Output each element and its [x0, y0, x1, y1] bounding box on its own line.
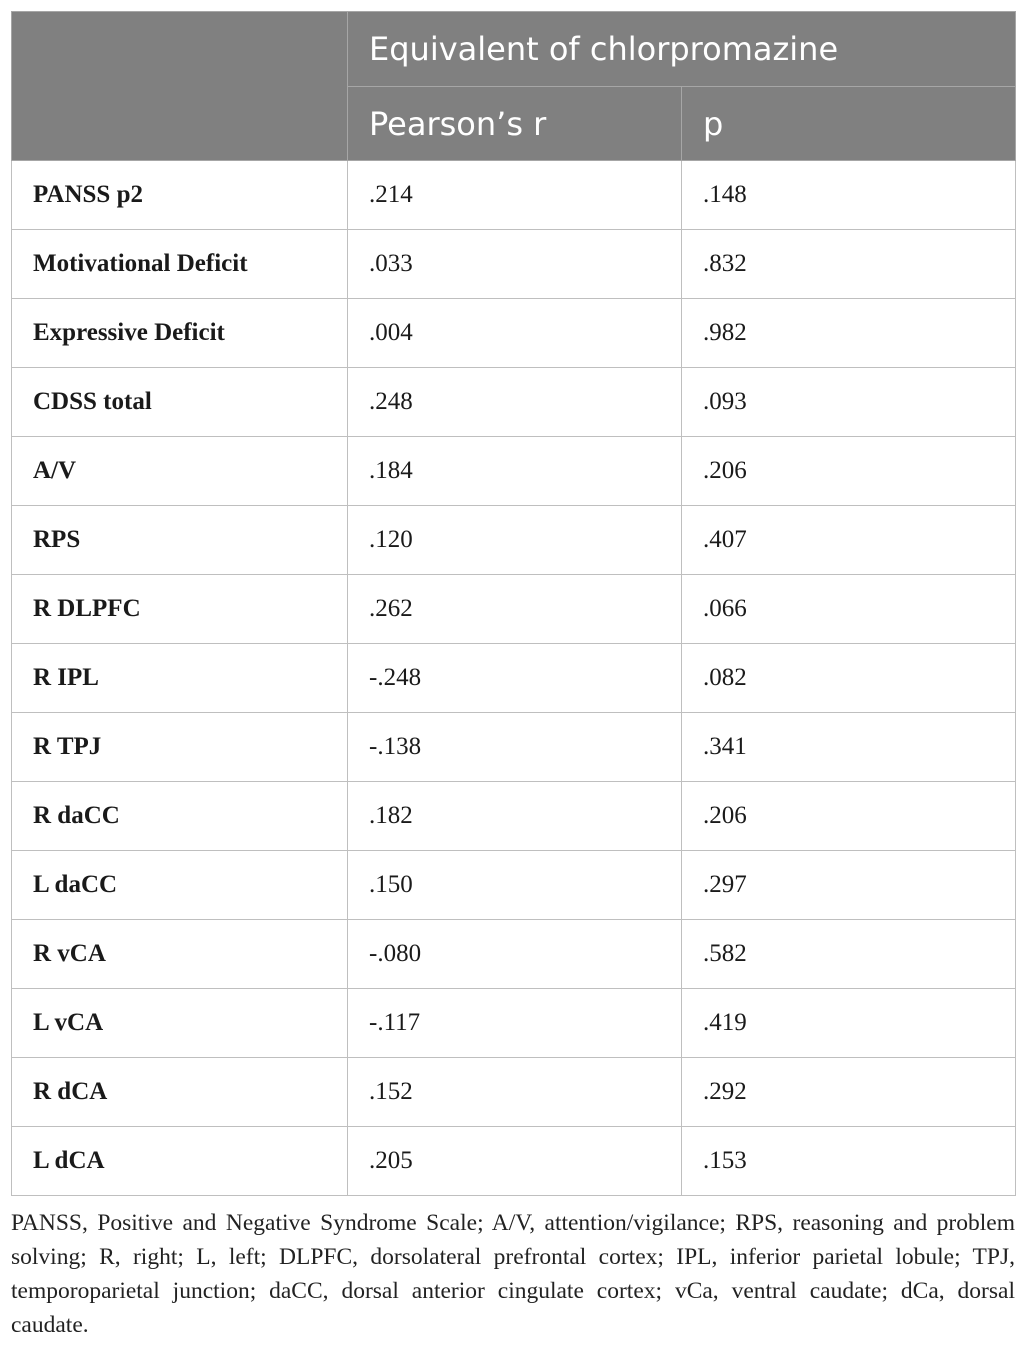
pearson-r-cell: .184	[348, 437, 682, 506]
row-label: Expressive Deficit	[12, 299, 348, 368]
table-row	[12, 506, 1016, 575]
pearson-r-cell: -.117	[348, 989, 682, 1058]
header-corner-cell	[12, 12, 348, 161]
header-row-group	[12, 12, 1016, 87]
p-value-cell: .297	[682, 851, 1016, 920]
p-value-cell: .082	[682, 644, 1016, 713]
table-header	[12, 12, 1016, 161]
table-row	[12, 1058, 1016, 1127]
pearson-r-cell: .214	[348, 161, 682, 230]
table-body	[12, 161, 1016, 1196]
pearson-r-cell: .004	[348, 299, 682, 368]
p-value-cell: .066	[682, 575, 1016, 644]
pearson-r-cell: -.248	[348, 644, 682, 713]
row-label: L daCC	[12, 851, 348, 920]
pearson-r-cell: .033	[348, 230, 682, 299]
row-label: R dCA	[12, 1058, 348, 1127]
row-label: A/V	[12, 437, 348, 506]
pearson-r-cell: .150	[348, 851, 682, 920]
p-value-cell: .153	[682, 1127, 1016, 1196]
row-label: L dCA	[12, 1127, 348, 1196]
pearson-r-cell: .120	[348, 506, 682, 575]
row-label: PANSS p2	[12, 161, 348, 230]
correlation-table-container	[11, 11, 1015, 1196]
table-row	[12, 230, 1016, 299]
row-label: R TPJ	[12, 713, 348, 782]
pearson-r-cell: -.080	[348, 920, 682, 989]
row-label: R DLPFC	[12, 575, 348, 644]
table-row	[12, 851, 1016, 920]
column-header-p: p	[682, 87, 1016, 161]
row-label: Motivational Deficit	[12, 230, 348, 299]
pearson-r-cell: .248	[348, 368, 682, 437]
pearson-r-cell: -.138	[348, 713, 682, 782]
pearson-r-cell: .205	[348, 1127, 682, 1196]
pearson-r-cell: .152	[348, 1058, 682, 1127]
table-footnote: PANSS, Positive and Negative Syndrome Scale; A/V, attention/vigilance; RPS, reasoning and problem solving; R, right; L, left; DLPFC, dorsolateral prefrontal cortex; IPL, inferior parietal lobule; TPJ, temporoparietal junction; daCC, dorsal anterior cingulate cortex; vCa, ventral caudate; dCa, dorsal caudate.	[11, 1210, 1015, 1338]
table-row	[12, 713, 1016, 782]
p-value-cell: .148	[682, 161, 1016, 230]
table-row	[12, 368, 1016, 437]
row-label: RPS	[12, 506, 348, 575]
row-label: R vCA	[12, 920, 348, 989]
row-label: L vCA	[12, 989, 348, 1058]
p-value-cell: .093	[682, 368, 1016, 437]
p-value-cell: .206	[682, 782, 1016, 851]
p-value-cell: .292	[682, 1058, 1016, 1127]
table-row	[12, 782, 1016, 851]
group-header-chlorpromazine: Equivalent of chlorpromazine	[348, 12, 1016, 87]
p-value-cell: .341	[682, 713, 1016, 782]
pearson-r-cell: .182	[348, 782, 682, 851]
correlation-table	[11, 11, 1016, 1196]
column-header-pearson-r: Pearson’s r	[348, 87, 682, 161]
p-value-cell: .582	[682, 920, 1016, 989]
p-value-cell: .407	[682, 506, 1016, 575]
pearson-r-cell: .262	[348, 575, 682, 644]
table-row	[12, 1127, 1016, 1196]
table-row	[12, 299, 1016, 368]
row-label: R IPL	[12, 644, 348, 713]
table-row	[12, 575, 1016, 644]
row-label: CDSS total	[12, 368, 348, 437]
table-row	[12, 920, 1016, 989]
p-value-cell: .982	[682, 299, 1016, 368]
p-value-cell: .206	[682, 437, 1016, 506]
table-row	[12, 644, 1016, 713]
row-label: R daCC	[12, 782, 348, 851]
table-row	[12, 161, 1016, 230]
table-row	[12, 989, 1016, 1058]
table-row	[12, 437, 1016, 506]
p-value-cell: .419	[682, 989, 1016, 1058]
p-value-cell: .832	[682, 230, 1016, 299]
